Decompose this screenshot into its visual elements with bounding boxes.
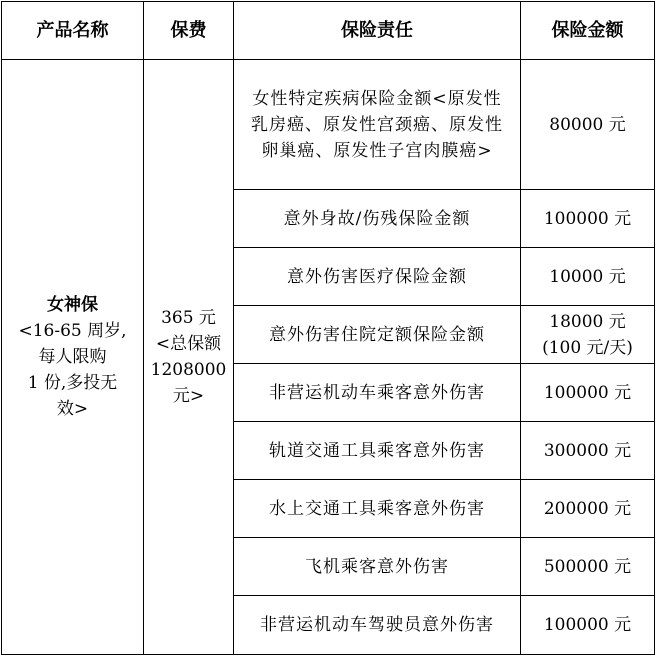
amount-text: 10000 元	[549, 266, 626, 287]
amount-text: 300000 元	[543, 440, 632, 461]
product-desc-line: 每人限购	[38, 347, 107, 367]
responsibility-cell	[234, 60, 521, 190]
amount-subtext: (100 元/天)	[542, 337, 633, 358]
fee-line: 元>	[172, 386, 205, 406]
responsibility-text: 水上交通工具乘客意外伤害	[269, 498, 485, 519]
responsibility-cell	[234, 596, 521, 655]
fee-line: 1208000	[150, 360, 227, 380]
responsibility-cell	[234, 480, 521, 538]
header-product-name: 产品名称	[2, 2, 144, 60]
product-desc-line: 1 份,多投无	[27, 373, 118, 393]
fee-line: <总保额	[155, 334, 222, 354]
amount-text: 100000 元	[543, 382, 632, 403]
responsibility-text: 意外伤害住院定额保险金额	[269, 324, 485, 345]
amount-text: 500000 元	[543, 556, 632, 577]
amount-cell	[521, 422, 655, 480]
header-responsibility: 保险责任	[234, 2, 521, 60]
responsibility-text: 意外身故/伤残保险金额	[283, 208, 471, 229]
header-fee: 保费	[144, 2, 234, 60]
amount-text: 100000 元	[543, 208, 632, 229]
responsibility-text: 非营运机动车乘客意外伤害	[269, 382, 485, 403]
responsibility-cell	[234, 248, 521, 306]
responsibility-text: 飞机乘客意外伤害	[305, 556, 449, 577]
amount-cell	[521, 596, 655, 655]
amount-cell	[521, 538, 655, 596]
amount-text: 18000 元	[549, 311, 626, 332]
product-desc-line: 效>	[56, 399, 89, 419]
header-amount: 保险金额	[521, 2, 655, 60]
responsibility-text: 意外伤害医疗保险金额	[287, 266, 467, 287]
fee-cell	[144, 60, 234, 655]
product-desc-line: <16-65 周岁,	[18, 321, 127, 341]
amount-text: 200000 元	[543, 498, 632, 519]
responsibility-cell	[234, 306, 521, 364]
table-row	[2, 60, 655, 190]
amount-cell	[521, 480, 655, 538]
amount-cell	[521, 306, 655, 364]
product-name: 女神保	[47, 295, 98, 315]
responsibility-cell	[234, 538, 521, 596]
amount-cell	[521, 364, 655, 422]
amount-cell	[521, 190, 655, 248]
amount-cell	[521, 60, 655, 190]
insurance-table	[1, 1, 655, 655]
responsibility-cell	[234, 422, 521, 480]
amount-text: 100000 元	[543, 615, 632, 635]
responsibility-text: 女性特定疾病保险金额<原发性乳房癌、原发性宫颈癌、原发性卵巢癌、原发性子宫肉膜癌>	[251, 88, 503, 161]
responsibility-text: 轨道交通工具乘客意外伤害	[269, 440, 485, 461]
responsibility-cell	[234, 190, 521, 248]
responsibility-cell	[234, 364, 521, 422]
responsibility-text: 非营运机动车驾驶员意外伤害	[260, 615, 494, 635]
amount-cell	[521, 248, 655, 306]
fee-line: 365 元	[161, 308, 216, 328]
header-row	[2, 2, 655, 60]
amount-text: 80000 元	[549, 114, 626, 135]
product-cell	[2, 60, 144, 655]
